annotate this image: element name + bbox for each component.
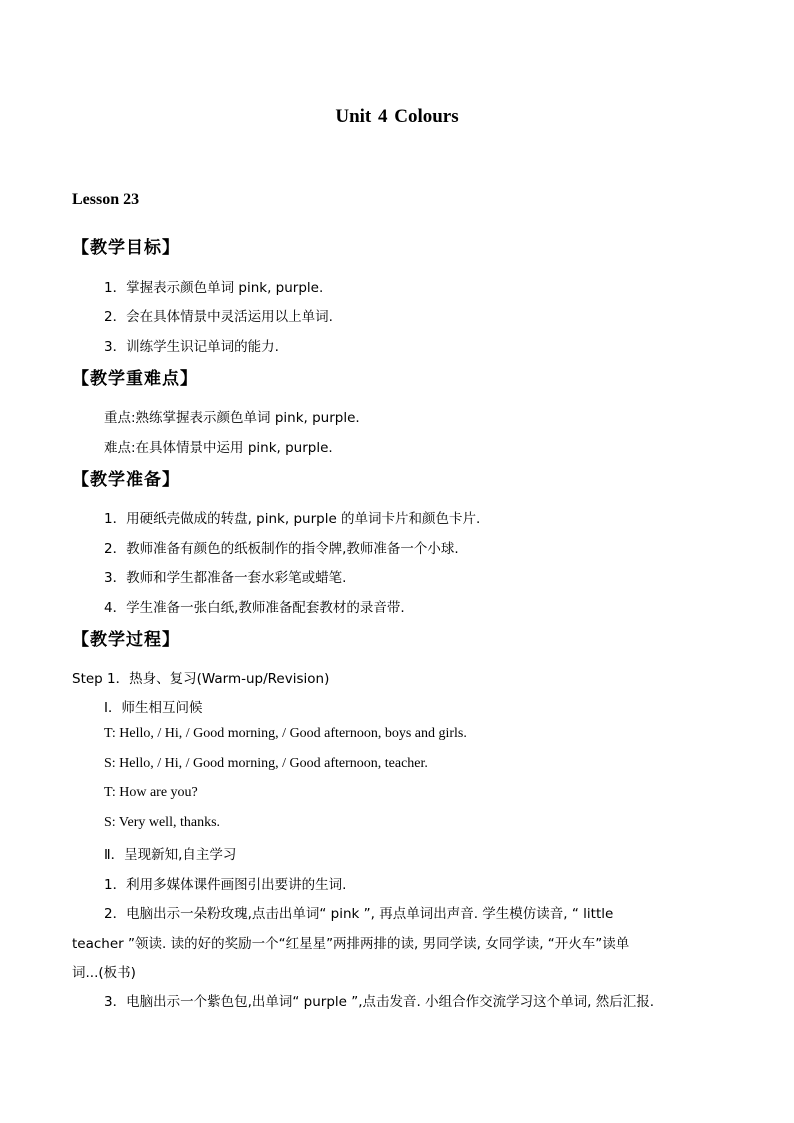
keypoints-heading: 【教学重难点】 (72, 369, 198, 389)
lesson-label: Lesson 23 (72, 191, 140, 208)
goal-item: 1．掌握表示颜色单词 pink, purple. (104, 280, 324, 296)
procedure-item-continued: teacher ”领读. 读的好的奖励一个“红星星”两排两排的读, 男同学读, 女同学读, “开火车”读单 (72, 936, 630, 952)
goals-heading: 【教学目标】 (72, 238, 180, 258)
prep-item: 2．教师准备有颜色的纸板制作的指令牌,教师准备一个小球. (104, 541, 459, 557)
dialog-line: T: How are you? (104, 785, 198, 800)
keypoint-item: 难点:在具体情景中运用 pink, purple. (104, 440, 333, 456)
step-title: Step 1．热身、复习(Warm-up/Revision) (72, 671, 330, 687)
procedure-item-continued: 词...(板书) (72, 965, 136, 981)
procedure-item: 1．利用多媒体课件画图引出要讲的生词. (104, 877, 347, 893)
procedure-item: 3．电脑出示一个紫色包,出单词“ purple ”,点击发音. 小组合作交流学习这个单词, 然后汇报. (104, 994, 654, 1010)
dialog-line: T: Hello, / Hi, / Good morning, / Good afternoon, boys and girls. (104, 726, 467, 741)
prep-heading: 【教学准备】 (72, 470, 180, 490)
process-heading: 【教学过程】 (72, 630, 180, 650)
prep-item: 3．教师和学生都准备一套水彩笔或蜡笔. (104, 570, 347, 586)
goal-item: 2．会在具体情景中灵活运用以上单词. (104, 309, 333, 325)
section-label: Ⅱ．呈现新知,自主学习 (104, 847, 237, 863)
document-title: Unit 4 Colours (335, 106, 459, 127)
dialog-line: S: Hello, / Hi, / Good morning, / Good afternoon, teacher. (104, 756, 428, 771)
procedure-item: 2．电脑出示一朵粉玫瑰,点击出单词“ pink ”, 再点单词出声音. 学生模仿读音, “ little (104, 906, 614, 922)
prep-item: 1．用硬纸壳做成的转盘, pink, purple 的单词卡片和颜色卡片. (104, 511, 481, 527)
keypoint-item: 重点:熟练掌握表示颜色单词 pink, purple. (104, 410, 360, 426)
goal-item: 3．训练学生识记单词的能力. (104, 339, 279, 355)
prep-item: 4．学生准备一张白纸,教师准备配套教材的录音带. (104, 600, 405, 616)
dialog-line: S: Very well, thanks. (104, 815, 221, 830)
section-label: Ⅰ．师生相互问候 (104, 700, 203, 716)
